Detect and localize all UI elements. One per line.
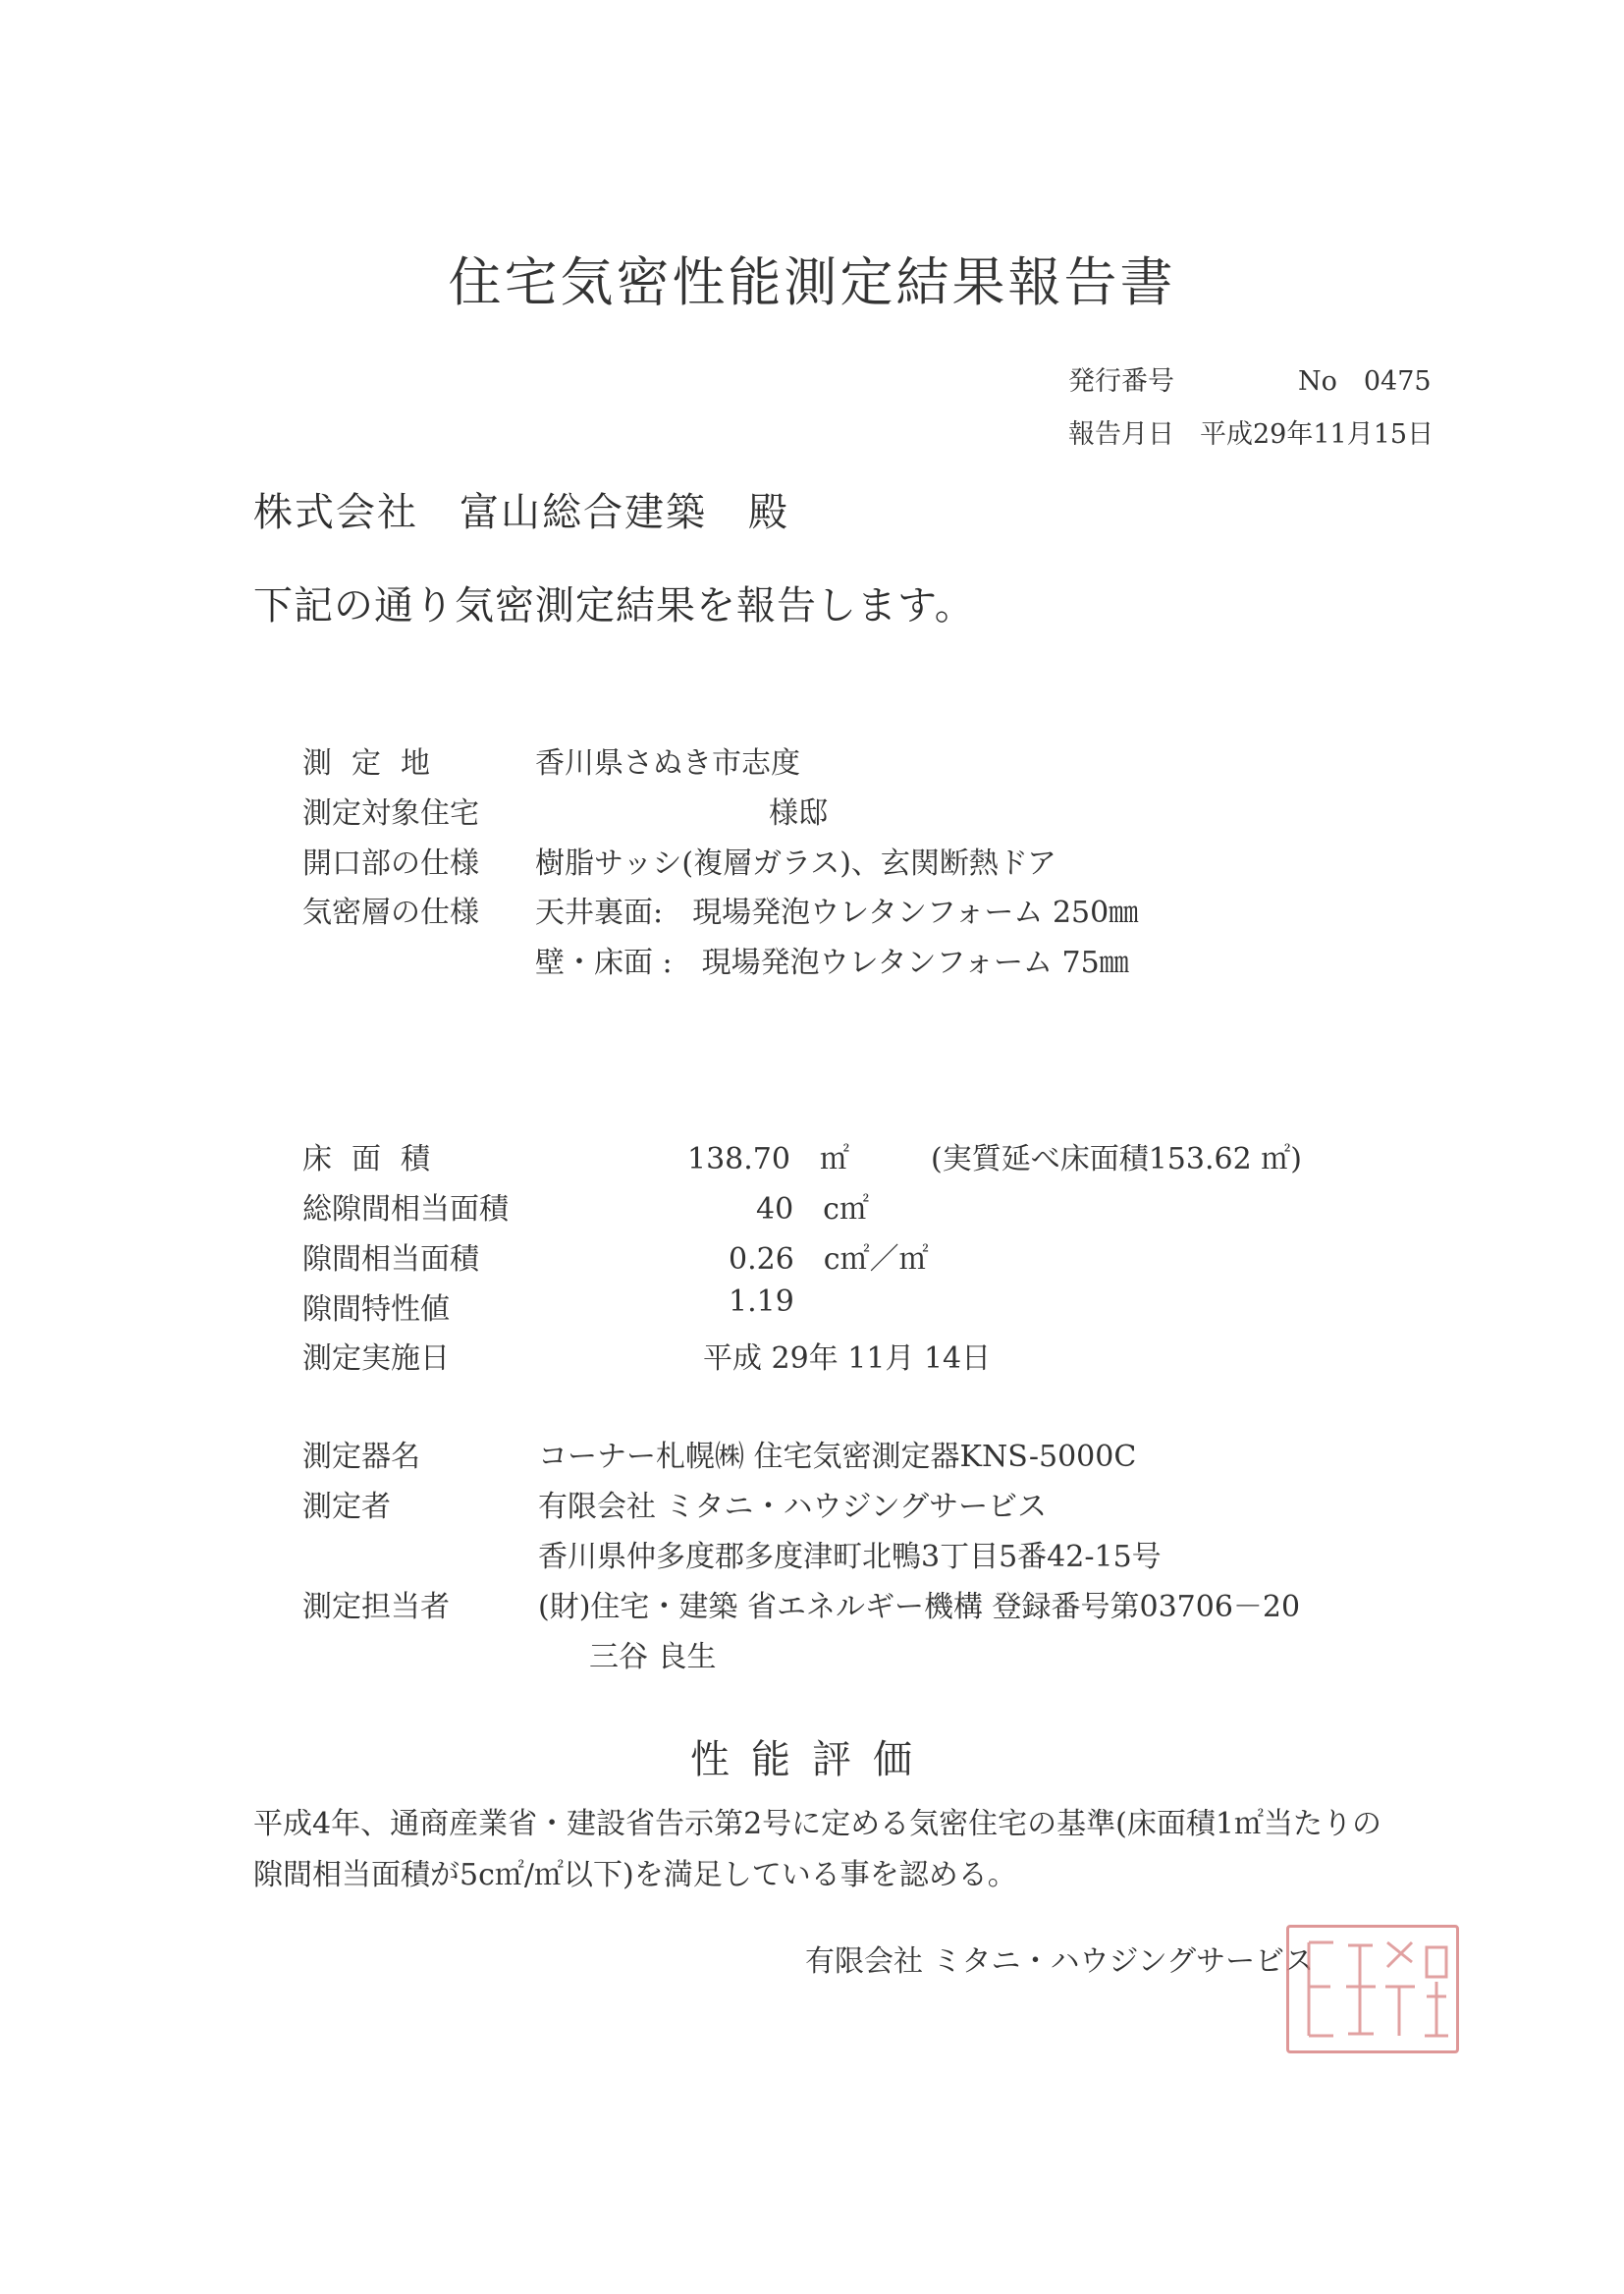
issuer-name: 有限会社 ミタニ・ハウジングサービス [805, 1944, 1315, 1979]
addressee: 株式会社 富山総合建築 殿 [253, 490, 789, 535]
person-in-charge-label: 測定担当者 [302, 1590, 450, 1624]
issue-number-value: No 0475 [1298, 366, 1432, 397]
evaluation-text-line-1: 平成4年、通商産業省・建設省告示第2号に定める気密住宅の基準(床面積1㎡当たりの [253, 1807, 1381, 1841]
airtight-layer-label: 気密層の仕様 [302, 896, 479, 930]
person-in-charge-name: 三谷 良生 [589, 1640, 717, 1674]
person-in-charge-registration: (財)住宅・建築 省エネルギー機構 登録番号第03706－20 [538, 1590, 1301, 1624]
location-label: 測定地 [302, 746, 450, 781]
floor-area-value: 138.70 ㎡ [687, 1142, 849, 1176]
gap-area-value: 0.26 c㎡／㎡ [729, 1242, 929, 1277]
measurement-date-label: 測定実施日 [302, 1341, 450, 1376]
seal-stamp-icon [1289, 1928, 1456, 2050]
floor-area-label: 床面積 [302, 1142, 450, 1176]
measurer-name: 有限会社 ミタニ・ハウジングサービス [538, 1490, 1048, 1524]
measurer-address: 香川県仲多度郡多度津町北鴨3丁目5番42-15号 [538, 1540, 1162, 1574]
house-label: 測定対象住宅 [302, 796, 479, 831]
gap-characteristic-value: 1.19 [729, 1284, 794, 1319]
location-value: 香川県さぬき市志度 [535, 746, 800, 781]
report-date-value: 平成29年11月15日 [1200, 419, 1435, 450]
evaluation-text-line-2: 隙間相当面積が5c㎡/㎡以下)を満足している事を認める。 [253, 1858, 1017, 1892]
total-gap-area-value: 40 c㎡ [756, 1192, 869, 1227]
device-label: 測定器名 [302, 1440, 420, 1474]
evaluation-title: 性能評価 [690, 1737, 934, 1782]
opening-label: 開口部の仕様 [302, 847, 479, 881]
airtight-layer-wall-floor: 壁・床面 : 現場発泡ウレタンフォーム 75㎜ [535, 946, 1129, 980]
gap-characteristic-label: 隙間特性値 [302, 1292, 450, 1327]
total-gap-area-label: 総隙間相当面積 [302, 1192, 509, 1227]
issue-number-label: 発行番号 [1068, 366, 1174, 397]
intro-text: 下記の通り気密測定結果を報告します。 [253, 583, 975, 628]
report-title: 住宅気密性能測定結果報告書 [448, 251, 1176, 313]
floor-area-note: (実質延べ床面積153.62 ㎡) [931, 1142, 1302, 1176]
opening-value: 樹脂サッシ(複層ガラス)、玄関断熱ドア [535, 847, 1057, 881]
airtight-layer-ceiling: 天井裏面: 現場発泡ウレタンフォーム 250㎜ [535, 896, 1139, 930]
report-date-label: 報告月日 [1068, 419, 1174, 450]
device-value: コーナー札幌㈱ 住宅気密測定器KNS-5000C [538, 1440, 1137, 1474]
gap-area-label: 隙間相当面積 [302, 1242, 479, 1277]
measurer-label: 測定者 [302, 1490, 391, 1524]
company-seal [1286, 1925, 1459, 2053]
house-value: 様邸 [769, 796, 828, 831]
measurement-date-value: 平成 29年 11月 14日 [703, 1341, 992, 1376]
